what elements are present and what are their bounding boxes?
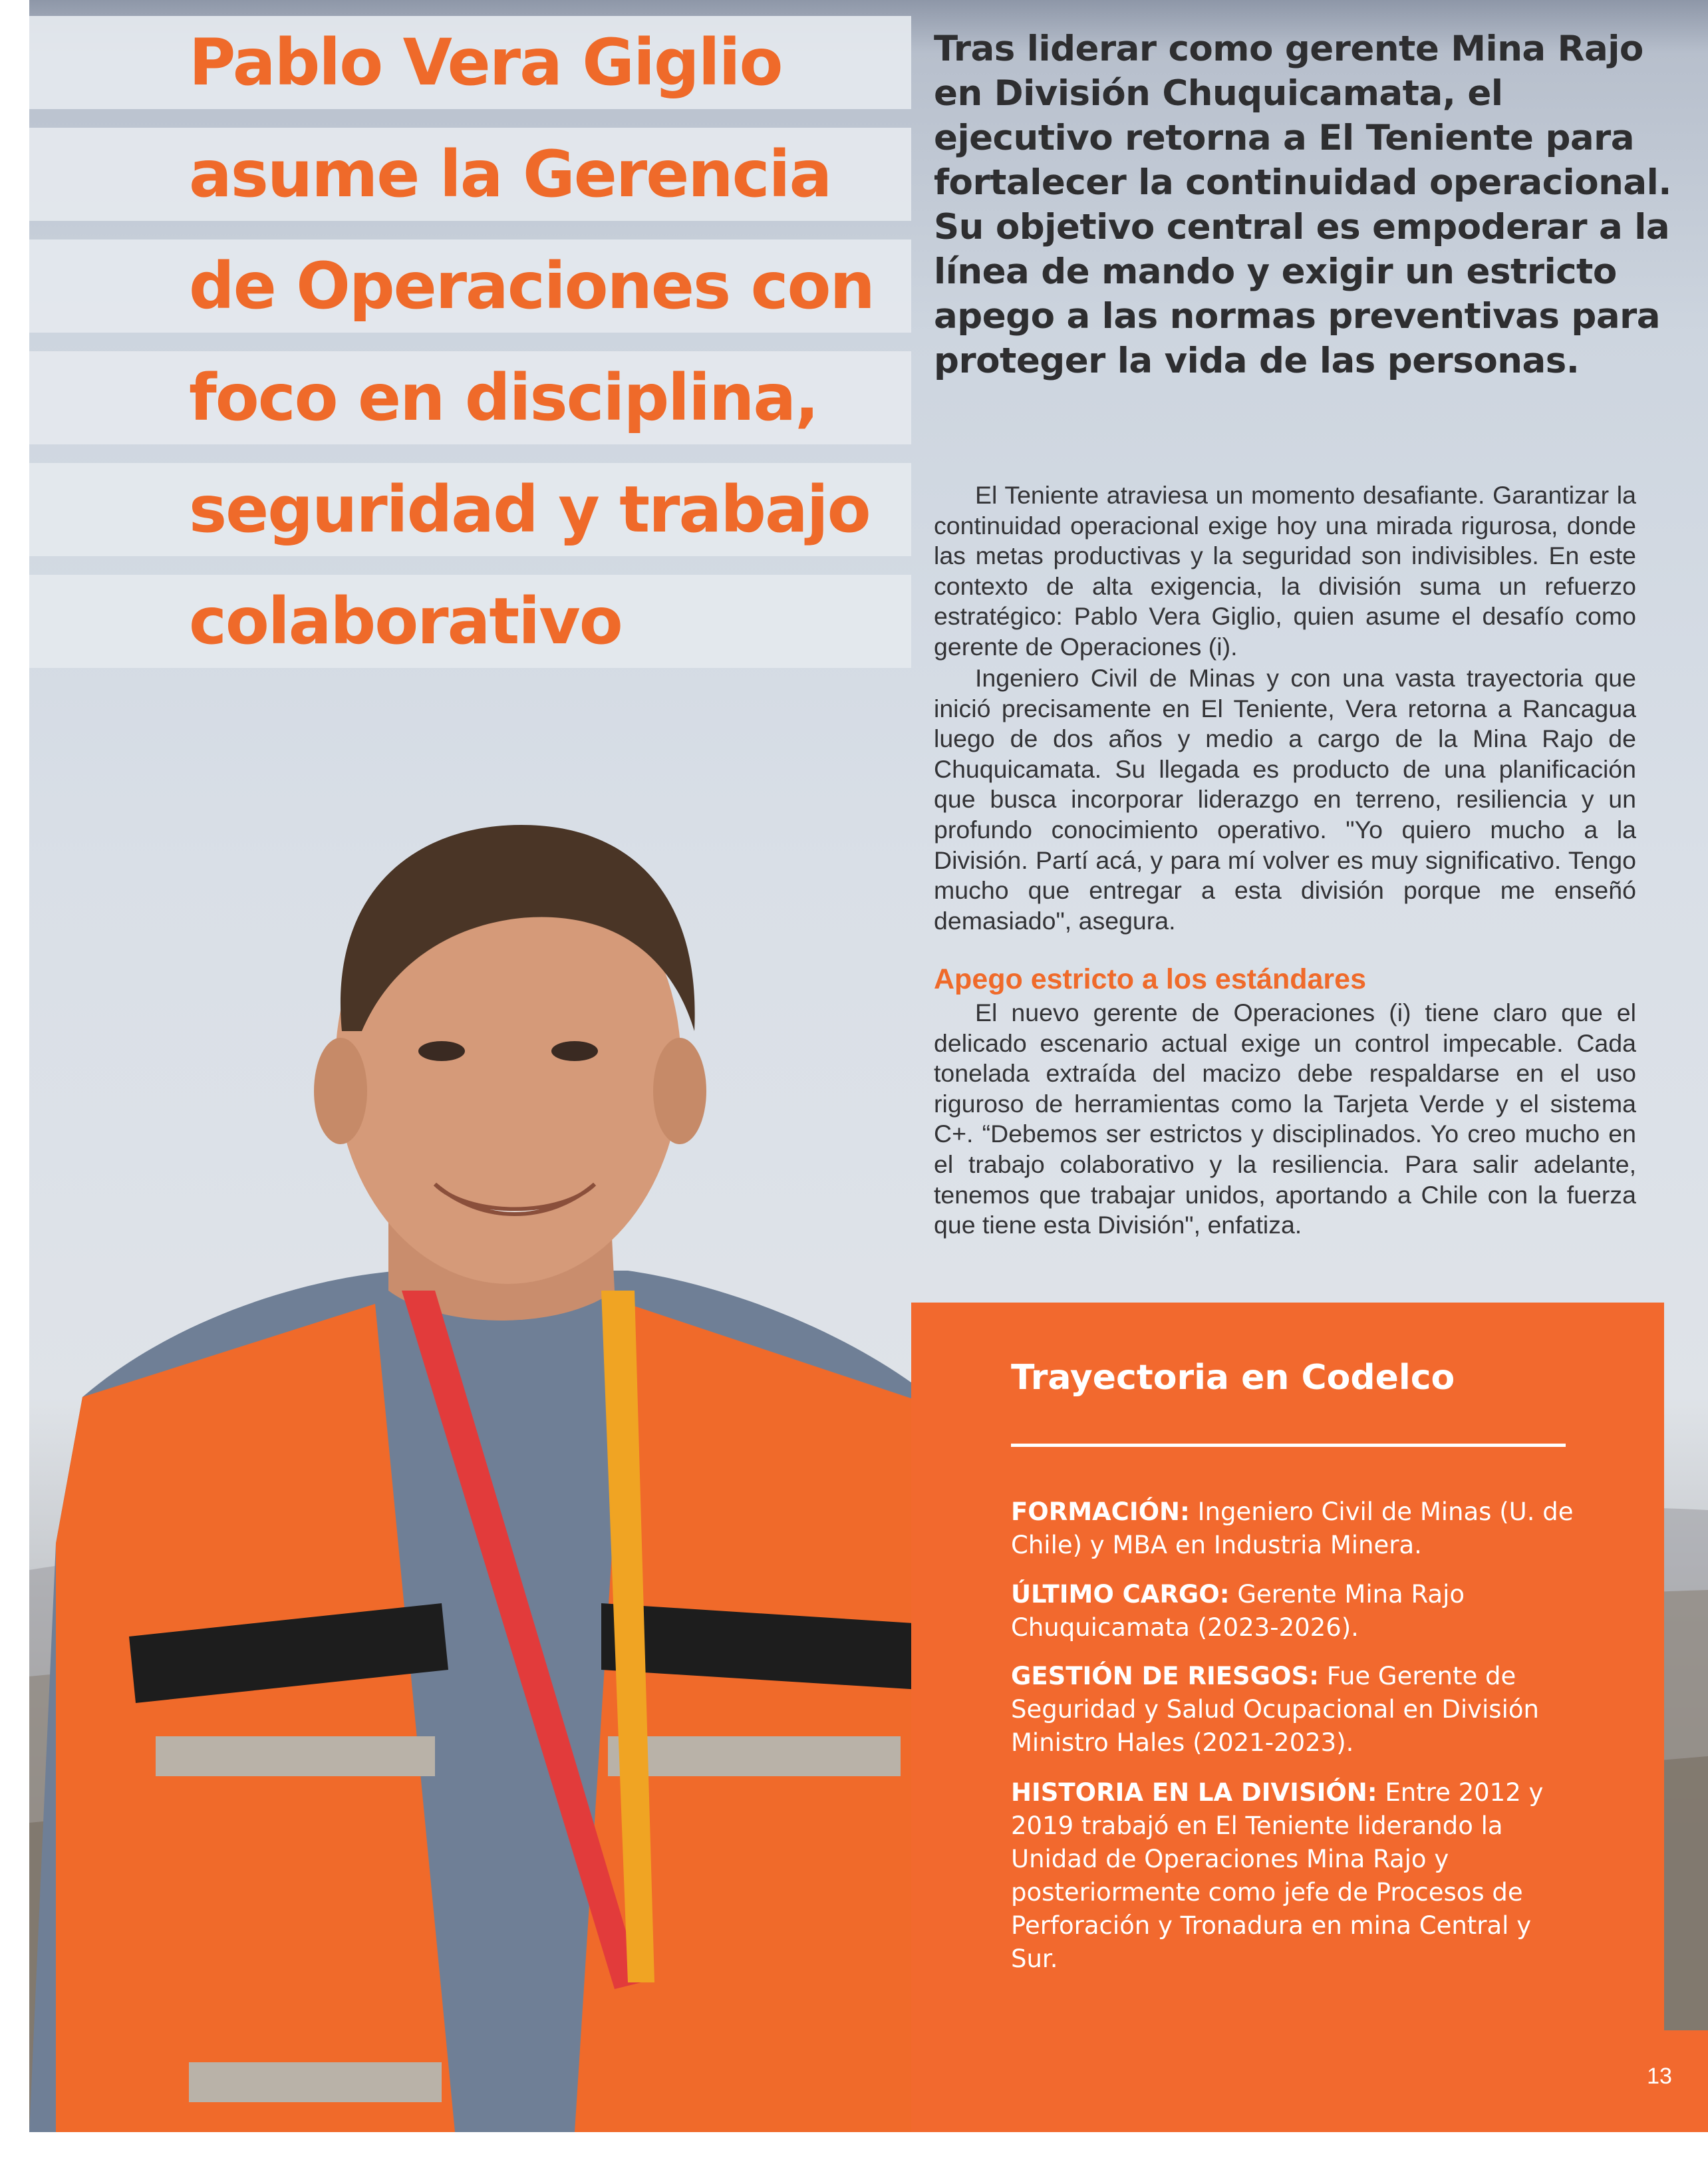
infobox-item-label: GESTIÓN DE RIESGOS: — [1011, 1662, 1319, 1690]
infobox-item — [1011, 1776, 1583, 1976]
infobox-item — [1011, 1495, 1583, 1562]
infobox-item-label: HISTORIA EN LA DIVISIÓN: — [1011, 1778, 1377, 1807]
infobox-item — [1011, 1578, 1583, 1644]
infobox-title: Trayectoria en Codelco — [1011, 1358, 1455, 1398]
page-number: 13 — [1647, 2064, 1672, 2089]
article-deck: Tras liderar como gerente Mina Rajo en División Chuquicamata, el ejecutivo retorna a El Teniente para fortalecer la continuidad operacional. Su objetivo central es empoderar a la línea de mando y exigir un estricto apego a las normas preventivas para proteger la vida de las personas. — [934, 29, 1671, 381]
infobox-item-text: Entre 2012 y 2019 trabajó en El Teniente liderando la Unidad de Operaciones Mina Rajo y posteriormente como jefe de Procesos de Perforación y Tronadura en mina Central y Sur. — [1011, 1778, 1544, 1973]
infobox-item-label: FORMACIÓN: — [1011, 1497, 1190, 1526]
career-infobox — [911, 1303, 1664, 2132]
body-paragraph: El nuevo gerente de Operaciones (i) tiene claro que el delicado escenario actual exige un control impecable. Cada tonelada extraída del macizo debe respaldarse en el uso riguroso de herramientas como la Tarjeta Verde y el sistema C+. “Debemos ser estrictos y disciplinados. Yo creo mucho en el trabajo colaborativo y la resiliencia. Para salir adelante, tenemos que trabajar unidos, aportando a Chile con la fuerza que tiene esta División", enfatiza. — [934, 999, 1636, 1239]
infobox-item-text: Ingeniero Civil de Minas (U. de Chile) y MBA en Industria Minera. — [1011, 1497, 1574, 1559]
portrait-photo — [29, 812, 1000, 2132]
headline-line: de Operaciones con — [189, 249, 874, 323]
body-paragraph: Ingeniero Civil de Minas y con una vasta trayectoria que inició precisamente en El Teniente, Vera retorna a Rancagua luego de dos años y medio a cargo de la Mina Rajo de Chuquicamata. Su llegada es producto de una planificación que busca incorporar liderazgo en terreno, resiliencia y un profundo conocimiento operativo. "Yo quiero mucho a la División. Partí acá, y para mí volver es muy significativo. Tengo mucho que entregar a esta división porque me enseñó demasiado", asegura. — [934, 664, 1636, 935]
infobox-divider — [1011, 1444, 1566, 1447]
headline-line: foco en disciplina, — [189, 361, 818, 435]
page-number-tab — [1611, 2030, 1708, 2132]
headline-line: asume la Gerencia — [189, 137, 831, 212]
infobox-item — [1011, 1660, 1583, 1760]
infobox-item-label: ÚLTIMO CARGO: — [1011, 1580, 1230, 1609]
headline-line: colaborativo — [189, 584, 622, 659]
infobox-item-text: Fue Gerente de Seguridad y Salud Ocupacional en División Ministro Hales (2021-2023). — [1011, 1662, 1539, 1757]
section-subhead: Apego estricto a los estándares — [934, 963, 1366, 995]
headline-line: Pablo Vera Giglio — [189, 25, 782, 100]
headline-line: seguridad y trabajo — [189, 472, 870, 547]
body-paragraph: El Teniente atraviesa un momento desafiante. Garantizar la continuidad operacional exige hoy una mirada rigurosa, donde las metas productivas y la seguridad son indivisibles. En este contexto de alta exigencia, la división suma un refuerzo estratégico: Pablo Vera Giglio, quien asume el desafío como gerente de Operaciones (i). — [934, 481, 1636, 661]
infobox-item-text: Gerente Mina Rajo Chuquicamata (2023-2026). — [1011, 1580, 1465, 1642]
